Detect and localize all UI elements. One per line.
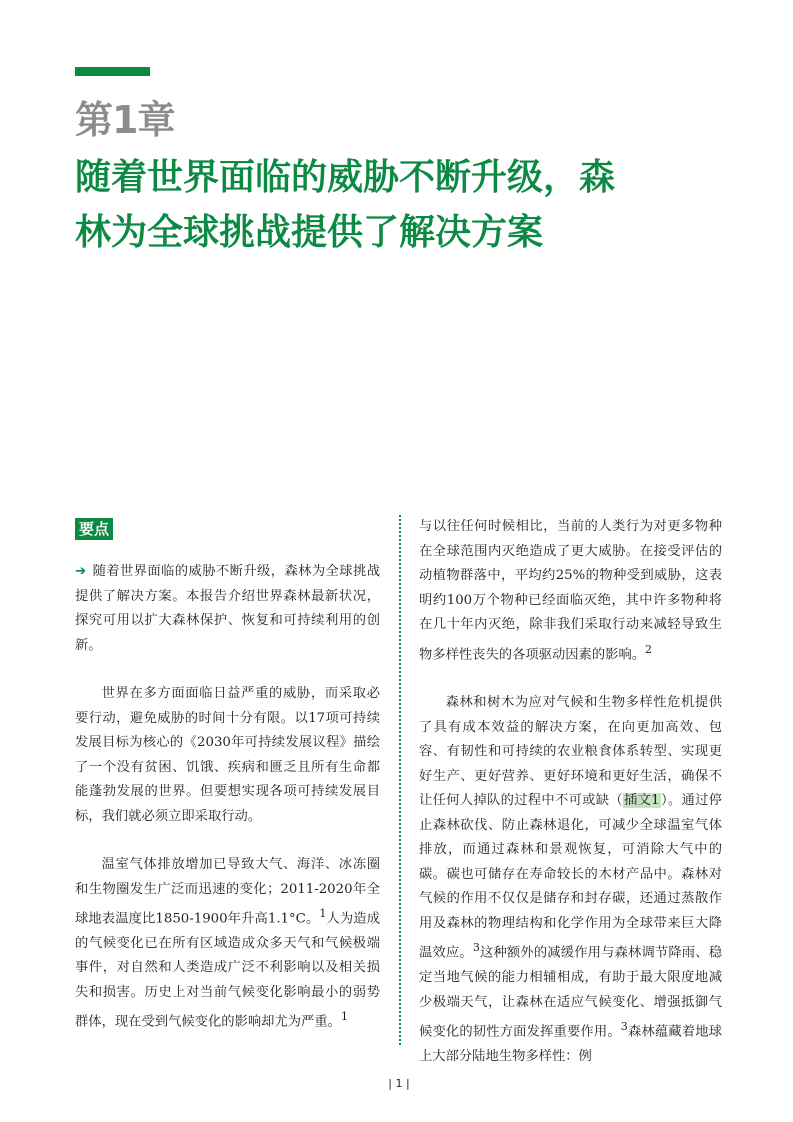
text-run: 温室气体排放增加已导致大气、海洋、冰冻圈和生物圈发生广泛而迅速的变化；2011-2020年全球地表温度比1850-1900年升高1.1°C。 <box>75 857 380 927</box>
page-number: | 1 | <box>388 1077 410 1090</box>
text-run: 人为造成的气候变化已在所有区域造成众多天气和气候极端事件，对自然和人类造成广泛不利影响以及相关损失和损害。历史上对当前气候变化影响最小的弱势群体，现在受到气候变化的影响却尤为严重。 <box>75 911 381 1030</box>
chapter-label: 第1章 <box>75 98 175 142</box>
box-reference-link[interactable]: 插文1 <box>623 793 660 809</box>
footnote-ref[interactable]: 3 <box>472 941 480 955</box>
body-paragraph-3 <box>419 691 722 1069</box>
text-run: 森林和树木为应对气候和生物多样性危机提供了具有成本效益的解决方案，在向更加高效、包容、有韧性和可持续的农业粮食体系转型、实现更好生产、更好营养、更好环境和更好生活，确保不让任何人掉队的过程中不可或缺（ <box>419 695 722 809</box>
body-paragraph-2 <box>75 853 380 1035</box>
key-point-text: 随着世界面临的威胁不断升级，森林为全球挑战提供了解决方案。本报告介绍世界森林最新状况，探究可用以扩大森林保护、恢复和可持续利用的创新。 <box>75 564 380 653</box>
text-run: ）。通过停止森林砍伐、防止森林退化，可减少全球温室气体排放，而通过森林和景观恢复，可消除大气中的碳。碳也可储存在寿命较长的木材产品中。森林对气候的作用不仅仅是储存和封存碳，还通过蒸散作用及森林的物理结构和化学作用为全球带来巨大降温效应。 <box>419 793 722 961</box>
key-points-label: 要点 <box>75 518 113 540</box>
column-divider <box>399 515 401 1045</box>
footnote-ref[interactable]: 2 <box>645 642 653 656</box>
footnote-ref[interactable]: 1 <box>340 1010 348 1024</box>
body-paragraph-1: 世界在多方面面临日益严重的威胁，而采取必要行动，避免威胁的时间十分有限。以17项可持续发展目标为核心的《2030年可持续发展议程》描绘了一个没有贫困、饥饿、疾病和匮乏且所有生命都能蓬勃发展的世界。但要想实现各项可持续发展目标，我们就必须立即采取行动。 <box>75 686 380 824</box>
key-point-item <box>75 560 380 658</box>
text-run: 这种额外的减缓作用与森林调节降雨、稳定当地气候的能力相辅相成，有助于最大限度地减少极端天气，让森林在适应气候变化、增强抵御气候变化的韧性方面发挥重要作用。 <box>419 945 723 1040</box>
arrow-right-icon: ➔ <box>75 564 87 579</box>
chapter-title: 随着世界面临的威胁不断升级，森林为全球挑战提供了解决方案 <box>75 157 616 253</box>
text-run: 森林蕴藏着地球上大部分陆地生物多样性：例 <box>419 1024 723 1065</box>
left-column <box>75 518 380 1035</box>
body-paragraph-2-continued <box>419 515 722 667</box>
right-column <box>419 515 722 1070</box>
chapter-accent-bar <box>75 67 150 76</box>
text-run: 与以往任何时候相比，当前的人类行为对更多物种在全球范围内灭绝造成了更大威胁。在接受评估的动植物群落中，平均约25%的物种受到威胁，这表明约100万个物种已经面临灭绝，其中许多物种将在几十年内灭绝，除非我们采取行动来减轻导致生物多样性丧失的各项驱动因素的影响。 <box>419 519 722 662</box>
footnote-ref[interactable]: 1 <box>319 907 327 920</box>
footnote-ref[interactable]: 3 <box>620 1020 628 1034</box>
